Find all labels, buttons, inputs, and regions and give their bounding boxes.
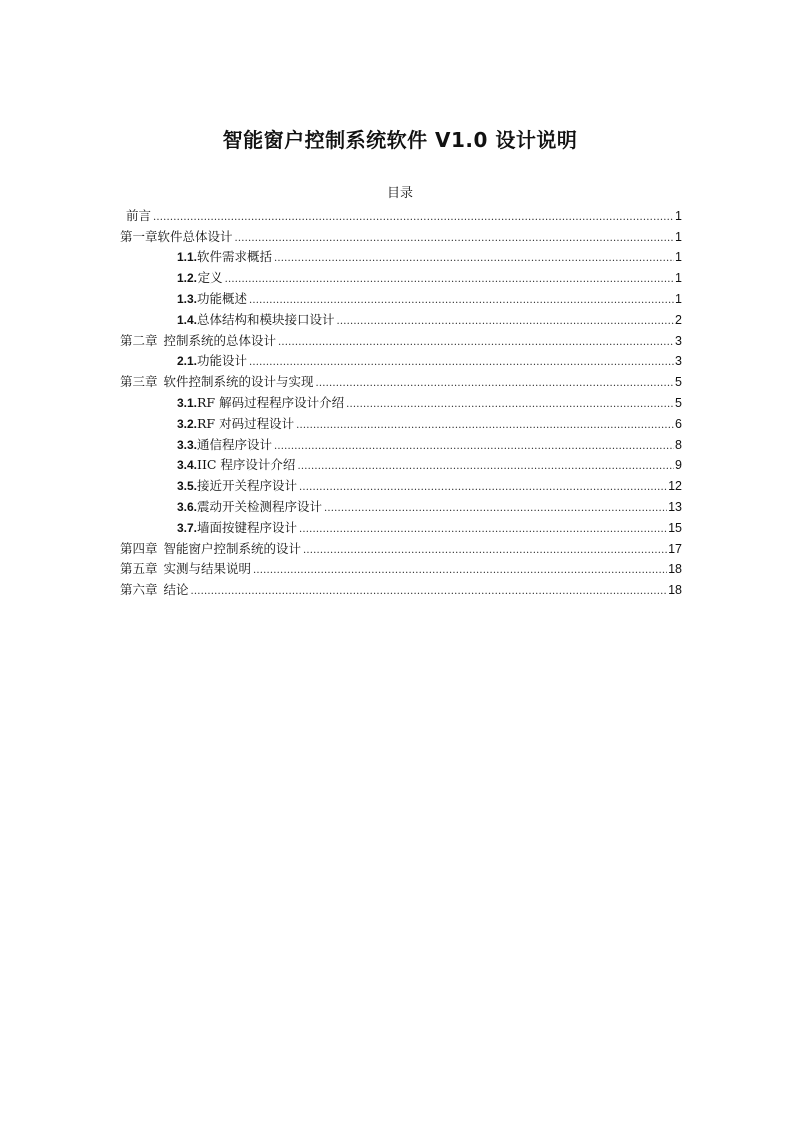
toc-leader-dots (337, 315, 675, 328)
toc-leader-dots (249, 294, 674, 307)
toc-leader-dots (253, 564, 667, 577)
toc-entry[interactable] (120, 224, 682, 245)
toc-entry[interactable] (120, 307, 682, 328)
toc-entry-page: 8 (675, 437, 682, 452)
toc-leader-dots (299, 481, 667, 494)
toc-entry-number: 3.6. (177, 499, 198, 514)
toc-leader-dots (191, 585, 668, 598)
table-of-contents (120, 203, 682, 598)
document-title: 智能窗户控制系统软件 V1.0 设计说明 (222, 128, 578, 152)
toc-entry[interactable] (120, 557, 682, 578)
toc-entry-title: RF 对码过程设计 (197, 415, 295, 431)
toc-entry-title: 前言 (126, 207, 152, 223)
toc-leader-dots (249, 356, 674, 369)
toc-entry-page: 2 (675, 312, 682, 327)
toc-entry-title: RF 解码过程程序设计介绍 (197, 394, 345, 410)
toc-entry-title: 结论 (163, 582, 189, 598)
toc-leader-dots (297, 460, 674, 473)
toc-entry[interactable] (120, 494, 682, 515)
toc-heading: 目录 (386, 186, 413, 201)
toc-entry[interactable] (120, 453, 682, 474)
toc-entry-title: 震动开关检测程序设计 (197, 498, 323, 514)
toc-entry[interactable] (120, 265, 682, 286)
toc-entry-page: 18 (668, 583, 682, 598)
toc-entry-number: 1.1. (177, 250, 198, 265)
toc-entry-title: 软件控制系统的设计与实现 (163, 374, 314, 390)
toc-entry-page: 9 (675, 458, 682, 473)
toc-entry-page: 12 (668, 479, 682, 494)
toc-entry-title: 总体结构和模块接口设计 (197, 311, 335, 327)
toc-entry-number: 1.2. (177, 271, 198, 286)
toc-entry[interactable] (120, 390, 682, 411)
toc-leader-dots (346, 398, 674, 411)
toc-entry-title: 功能概述 (197, 290, 248, 306)
toc-leader-dots (278, 336, 674, 349)
toc-leader-dots (303, 544, 667, 557)
toc-entry-page: 1 (675, 250, 682, 265)
toc-entry[interactable] (120, 286, 682, 307)
toc-entry-number: 2.1. (177, 354, 198, 369)
toc-entry-title: 智能窗户控制系统的设计 (163, 540, 302, 556)
toc-entry[interactable] (120, 473, 682, 494)
toc-leader-dots (296, 419, 674, 432)
toc-entry-title: 墙面按键程序设计 (197, 519, 298, 535)
toc-entry[interactable] (120, 369, 682, 390)
toc-entry[interactable] (120, 203, 682, 224)
toc-entry[interactable] (120, 577, 682, 598)
toc-entry-title: 软件需求概括 (197, 249, 273, 265)
toc-entry-page: 3 (675, 333, 682, 348)
toc-entry-page: 3 (675, 354, 682, 369)
toc-entry[interactable] (120, 245, 682, 266)
toc-entry-number: 第三章 (120, 375, 158, 390)
toc-entry-page: 1 (675, 229, 682, 244)
toc-entry[interactable] (120, 432, 682, 453)
toc-entry-title: 软件总体设计 (157, 228, 233, 244)
toc-leader-dots (153, 211, 674, 224)
toc-entry-number: 第五章 (120, 562, 158, 577)
toc-entry-page: 15 (668, 520, 682, 535)
toc-leader-dots (235, 232, 675, 245)
toc-entry-number: 第四章 (120, 541, 158, 556)
toc-entry-number: 3.7. (177, 520, 198, 535)
toc-leader-dots (299, 523, 667, 536)
toc-entry-number: 1.4. (177, 312, 198, 327)
toc-entry-number: 3.3. (177, 437, 198, 452)
toc-entry-page: 5 (675, 375, 682, 390)
toc-entry[interactable] (120, 411, 682, 432)
toc-entry-number: 第一章 (120, 229, 158, 244)
toc-entry-page: 6 (675, 416, 682, 431)
toc-entry-page: 1 (675, 271, 682, 286)
toc-entry-number: 3.2. (177, 416, 198, 431)
toc-entry[interactable] (120, 349, 682, 370)
toc-leader-dots (324, 502, 667, 515)
toc-entry-title: 实测与结果说明 (163, 561, 252, 577)
toc-entry[interactable] (120, 328, 682, 349)
toc-entry-page: 17 (668, 541, 682, 556)
toc-entry-number: 3.1. (177, 395, 198, 410)
toc-entry-title: 通信程序设计 (197, 436, 273, 452)
toc-leader-dots (225, 273, 674, 286)
toc-entry-title: 功能设计 (197, 353, 248, 369)
toc-entry-number: 3.5. (177, 479, 198, 494)
toc-entry-number: 1.3. (177, 291, 198, 306)
toc-leader-dots (316, 377, 675, 390)
toc-entry-title: 接近开关程序设计 (197, 478, 298, 494)
toc-entry-title: 控制系统的总体设计 (163, 332, 277, 348)
toc-entry-number: 第二章 (120, 333, 158, 348)
toc-entry-number: 3.4. (177, 458, 198, 473)
toc-entry-title: 定义 (197, 270, 223, 286)
toc-entry-page: 1 (675, 208, 682, 223)
toc-entry[interactable] (120, 536, 682, 557)
toc-entry-page: 5 (675, 395, 682, 410)
toc-entry-page: 1 (675, 291, 682, 306)
toc-entry-page: 18 (668, 562, 682, 577)
toc-entry-title: IIC 程序设计介绍 (197, 457, 296, 473)
toc-leader-dots (274, 252, 674, 265)
toc-entry-number: 第六章 (120, 583, 158, 598)
toc-leader-dots (274, 440, 674, 453)
toc-entry-page: 13 (668, 499, 682, 514)
toc-entry[interactable] (120, 515, 682, 536)
